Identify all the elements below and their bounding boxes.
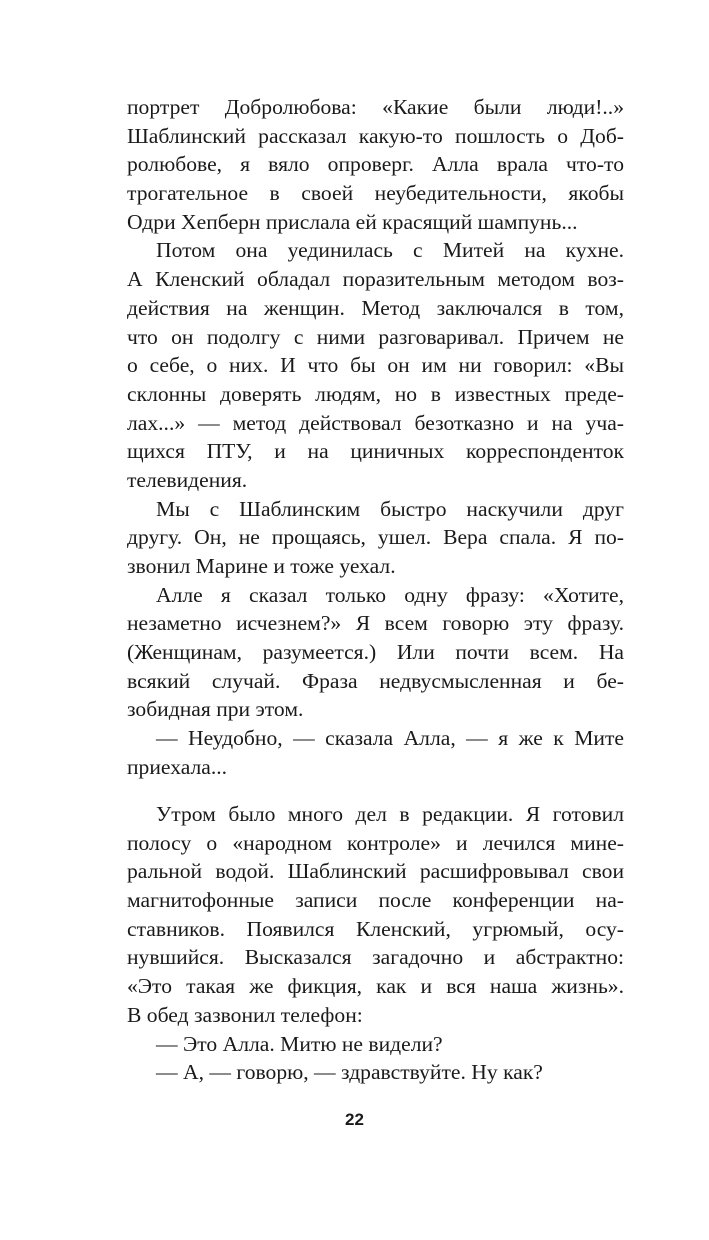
text-line: Утром было много дел в редакции. Я готовил (156, 802, 624, 826)
text-line: магнитофонные записи после конференции на- (127, 888, 624, 913)
text-line: что он подолгу с ними разговаривал. Причем не (127, 324, 624, 349)
text-line: щихся ПТУ, и на циничных корреспонденток (127, 439, 624, 464)
paragraph (127, 495, 624, 581)
text-line: приехала... (127, 754, 228, 779)
text-line: ролюбове, я вяло опроверг. Алла врала что-то (127, 152, 624, 177)
text-line: Шаблинский рассказал какую-то пошлость о Доб- (127, 123, 624, 148)
text-line: склонны доверять людям, но в известных преде- (127, 381, 624, 406)
paragraph (127, 724, 624, 781)
paragraph (127, 1030, 624, 1059)
text-line: — Неудобно, — сказала Алла, — я же к Мите (156, 726, 624, 751)
text-line: телевидения. (127, 467, 248, 492)
text-line: другу. Он, не прощаясь, ушел. Вера спала. Я по- (127, 525, 624, 550)
text-line: о себе, о них. И что бы он им ни говорил: «Вы (127, 353, 624, 378)
text-line: всякий случай. Фраза недвусмысленная и бе- (127, 668, 624, 693)
paragraph (127, 1058, 624, 1087)
text-line: (Женщинам, разумеется.) Или почти всем. На (127, 640, 624, 665)
text-section-1 (127, 93, 624, 782)
text-line: ральной водой. Шаблинский расшифровывал свои (127, 859, 624, 884)
text-section-2 (127, 800, 624, 1087)
text-line: портрет Добролюбова: «Какие были люди!..» (127, 95, 624, 119)
text-line: А Кленский обладал поразительным методом воз- (127, 267, 624, 292)
text-line: полосу о «народном контроле» и лечился мине- (127, 830, 624, 855)
paragraph (127, 581, 624, 724)
page-number: 22 (345, 1110, 364, 1129)
text-line: лах...» — метод действовал безотказно и на уча- (127, 410, 624, 435)
text-line: В обед зазвонил телефон: (127, 1002, 363, 1027)
text-line: ставников. Появился Кленский, угрюмый, осу- (127, 916, 624, 941)
text-line: Мы с Шаблинским быстро наскучили друг (156, 496, 624, 521)
paragraph (127, 800, 624, 1030)
text-line: нувшийся. Высказался загадочно и абстрактно: (127, 945, 624, 970)
text-line: — А, — говорю, — здравствуйте. Ну как? (156, 1060, 543, 1085)
text-line: действия на женщин. Метод заключался в том, (127, 295, 624, 320)
text-line: Алле я сказал только одну фразу: «Хотите, (156, 582, 624, 607)
text-line: — Это Алла. Митю не видели? (156, 1031, 443, 1056)
text-line: зобидная при этом. (127, 697, 304, 722)
text-line: незаметно исчезнем?» Я всем говорю эту фразу. (127, 611, 624, 636)
text-line: звонил Марине и тоже уехал. (127, 554, 396, 578)
text-line: Одри Хепберн прислала ей красящий шампунь... (127, 209, 578, 234)
text-line: Потом она уединилась с Митей на кухне. (156, 238, 624, 263)
paragraph (127, 236, 624, 494)
paragraph (127, 93, 624, 236)
text-line: трогательное в своей неубедительности, якобы (127, 181, 624, 206)
text-line: «Это такая же фикция, как и вся наша жизнь». (127, 974, 624, 999)
